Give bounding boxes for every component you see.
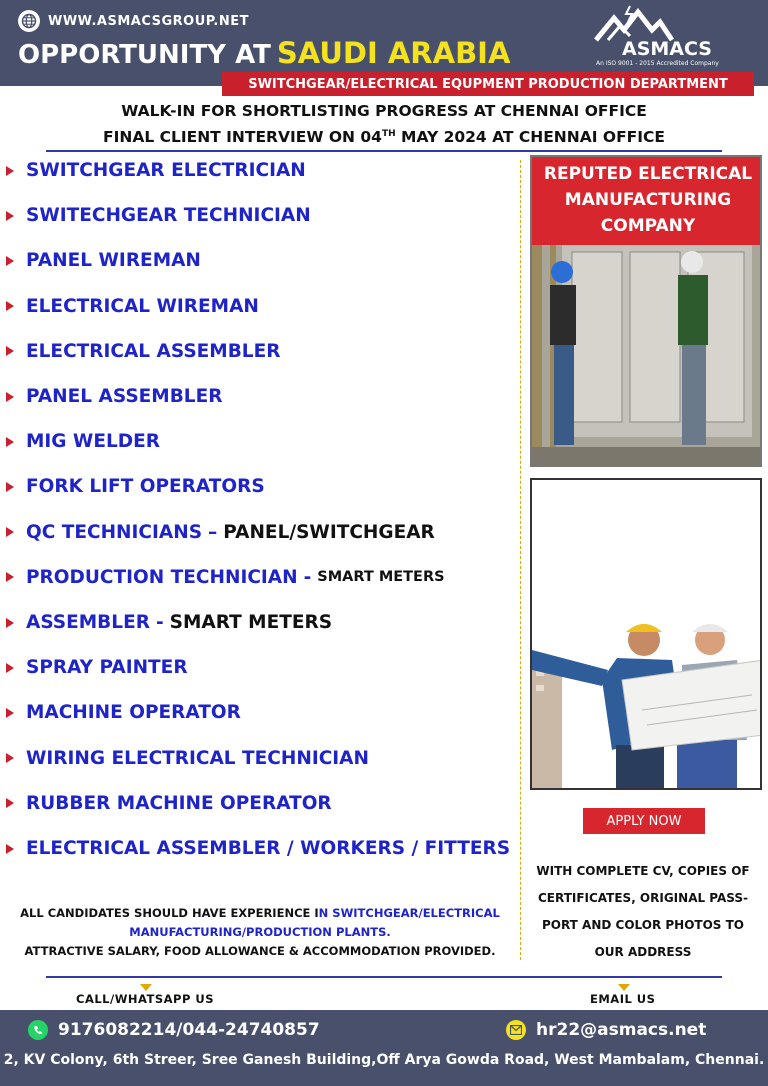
bullet-arrow-icon [6,392,14,402]
website-row[interactable] [18,10,249,32]
job-title: SWITCHGEAR ELECTRICIAN [26,160,306,181]
job-list-item [6,838,510,859]
job-title: MIG WELDER [26,431,160,453]
note-line-1-start: ALL CANDIDATES SHOULD HAVE EXPERIENCE I [20,906,319,920]
website-url[interactable]: WWW.ASMACSGROUP.NET [48,13,249,29]
job-title: RUBBER MACHINE OPERATOR [26,792,332,814]
column-divider [520,160,521,960]
cv-line-1: WITH COMPLETE CV, COPIES OF [536,864,750,878]
job-title: PRODUCTION TECHNICIAN [26,566,298,588]
engineers-photo [530,478,762,790]
logo-name: ASMACS [622,38,712,60]
job-title: ELECTRICAL ASSEMBLER / WORKERS / FITTERS [26,838,511,859]
bullet-arrow-icon [6,663,14,673]
job-title: ELECTRICAL WIREMAN [26,295,259,317]
bullet-arrow-icon [6,211,14,221]
whatsapp-icon [28,1020,48,1040]
email-label: EMAIL US [590,992,656,1006]
globe-icon [18,10,40,32]
interview-date-text: FINAL CLIENT INTERVIEW ON 04 [103,128,382,147]
bullet-arrow-icon [6,482,14,492]
job-separator: – [208,521,218,543]
job-list-item [6,205,311,226]
walkin-line-1: WALK-IN FOR SHORTLISTING PROGRESS AT CHENNAI OFFICE [121,102,647,120]
job-title: QC TECHNICIANS [26,521,203,543]
job-list-item [6,702,241,723]
cv-line-4: OUR ADDRESS [594,945,692,959]
job-title: PANEL ASSEMBLER [26,386,223,407]
job-list-item [6,431,160,452]
phone-number[interactable]: 9176082214/044-24740857 [58,1020,320,1040]
job-list-item [6,160,306,181]
job-title: FORK LIFT OPERATORS [26,476,265,498]
job-list-item [6,476,265,497]
bullet-arrow-icon [6,572,14,582]
job-list-item [6,522,435,543]
divider-bottom [46,976,722,978]
job-title: ELECTRICAL ASSEMBLER [26,340,281,362]
job-title: WIRING ELECTRICAL TECHNICIAN [26,747,369,769]
envelope-icon [506,1020,526,1040]
job-separator: - [303,566,312,588]
reputed-company-banner [532,157,762,245]
bullet-arrow-icon [6,844,14,854]
note-line-3: ATTRACTIVE SALARY, FOOD ALLOWANCE & ACCOMMODATION PROVIDED. [24,944,496,958]
job-list-item [6,341,280,362]
engineers-image-icon [532,480,762,790]
headline-country: SAUDI ARABIA [276,36,511,70]
job-list-item [6,657,188,678]
reputed-line-2: MANUFACTURING [564,190,732,210]
office-address: 2, KV Colony, 6th Streer, Sree Ganesh Building,Off Arya Gowda Road, West Mambalam, Chennai. [3,1052,765,1068]
job-subtitle: SMART METERS [317,569,445,586]
walkin-line-2 [0,123,768,149]
department-banner: SWITCHGEAR/ELECTRICAL EQUPMENT PRODUCTION DEPARTMENT [222,72,754,96]
walkin-info [0,100,768,149]
job-list-item [6,250,201,271]
bullet-arrow-icon [6,301,14,311]
phone-row[interactable] [28,1020,320,1040]
candidate-note [0,904,520,961]
note-line-2: MANUFACTURING/PRODUCTION PLANTS. [129,925,391,939]
job-list-item [6,612,332,633]
job-title: PANEL WIREMAN [26,250,201,272]
job-list-item [6,567,445,588]
email-address[interactable]: hr22@asmacs.net [536,1020,707,1040]
bullet-arrow-icon [6,527,14,537]
job-list-item [6,793,332,814]
apply-now-button[interactable]: APPLY NOW [583,808,705,834]
bullet-arrow-icon [6,346,14,356]
interview-location-text: MAY 2024 AT CHENNAI OFFICE [395,128,665,147]
bullet-arrow-icon [6,437,14,447]
job-separator: - [155,612,164,633]
job-title: ASSEMBLER [26,612,150,633]
bullet-arrow-icon [6,708,14,718]
job-list-item [6,386,222,407]
job-title: MACHINE OPERATOR [26,702,241,724]
email-row[interactable] [506,1020,706,1040]
date-ordinal: TH [381,129,396,139]
application-instructions [528,858,758,966]
cv-line-2: CERTIFICATES, ORIGINAL PASS- [537,891,749,905]
email-pointer-icon [618,984,630,991]
note-line-1 [0,904,520,923]
cv-line-3: PORT AND COLOR PHOTOS TO [541,918,744,932]
job-subtitle: SMART METERS [169,612,333,633]
job-subtitle: PANEL/SWITCHGEAR [223,521,435,543]
reputed-line-3: COMPANY [600,216,696,236]
bullet-arrow-icon [6,166,14,176]
note-line-1-blue: N SWITCHGEAR/ELECTRICAL [318,906,500,920]
bullet-arrow-icon [6,618,14,628]
job-list-item [6,748,369,769]
headline-prefix: OPPORTUNITY AT [18,40,271,70]
job-title: SWITECHGEAR TECHNICIAN [26,205,311,227]
divider-top [46,150,722,152]
logo-tagline: An ISO 9001 - 2015 Accredited Company [596,60,719,67]
bullet-arrow-icon [6,798,14,808]
headline [18,36,510,70]
reputed-line-1: REPUTED ELECTRICAL [543,164,753,184]
call-label: CALL/WHATSAPP US [76,992,215,1006]
bullet-arrow-icon [6,753,14,763]
job-list-item [6,296,259,317]
call-pointer-icon [140,984,152,991]
bullet-arrow-icon [6,256,14,266]
footer-contact-bar [0,1010,768,1086]
job-title: SPRAY PAINTER [26,657,188,679]
workers-panel-photo [530,155,762,467]
